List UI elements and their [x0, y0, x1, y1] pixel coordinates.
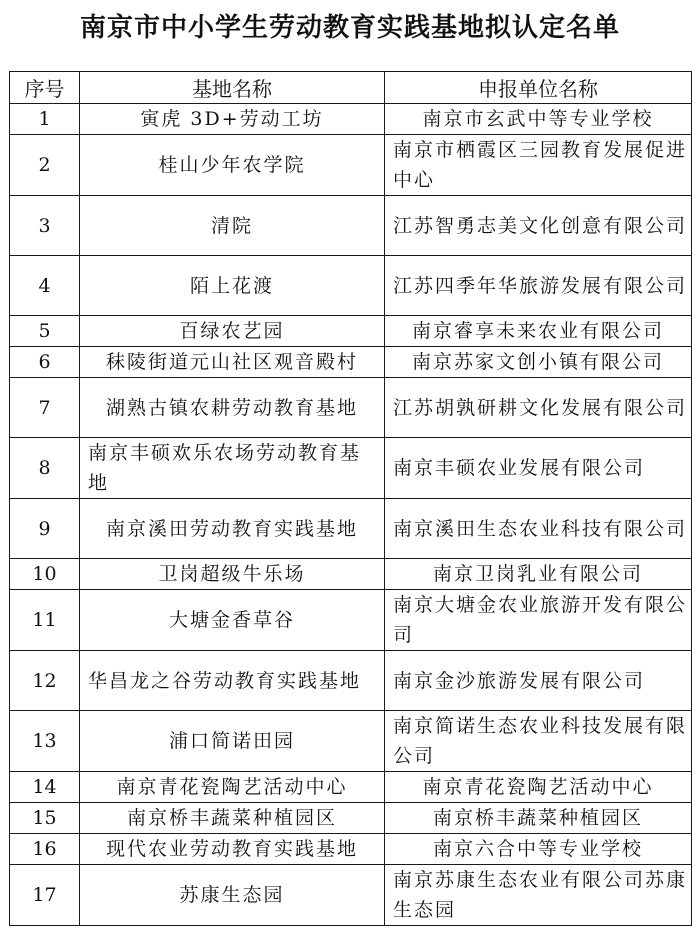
row-index: 8 [10, 438, 80, 499]
row-index: 7 [10, 378, 80, 438]
row-base-name: 桂山少年农学院 [80, 135, 385, 196]
row-index: 12 [10, 651, 80, 711]
table-row [10, 834, 692, 865]
table-row [10, 256, 692, 316]
row-base-name: 浦口简诺田园 [80, 711, 385, 772]
row-unit-name: 南京桥丰蔬菜种植园区 [385, 803, 692, 834]
row-unit-name: 南京简诺生态农业科技发展有限公司 [385, 711, 692, 772]
row-base-name: 华昌龙之谷劳动教育实践基地 [80, 651, 385, 711]
row-unit-name: 南京苏康生态农业有限公司苏康生态园 [385, 865, 692, 926]
table-header-row [10, 72, 692, 104]
header-unit-name: 申报单位名称 [385, 72, 692, 104]
row-base-name: 百绿农艺园 [80, 316, 385, 347]
row-base-name: 清院 [80, 196, 385, 256]
row-unit-name: 南京金沙旅游发展有限公司 [385, 651, 692, 711]
table-row [10, 135, 692, 196]
row-unit-name: 江苏智勇志美文化创意有限公司 [385, 196, 692, 256]
row-unit-name: 南京六合中等专业学校 [385, 834, 692, 865]
header-index: 序号 [10, 72, 80, 104]
row-index: 3 [10, 196, 80, 256]
row-unit-name: 南京苏家文创小镇有限公司 [385, 347, 692, 378]
table-row [10, 316, 692, 347]
row-index: 4 [10, 256, 80, 316]
row-base-name: 陌上花渡 [80, 256, 385, 316]
row-unit-name: 江苏胡孰研耕文化发展有限公司 [385, 378, 692, 438]
row-base-name: 现代农业劳动教育实践基地 [80, 834, 385, 865]
table-row [10, 803, 692, 834]
base-list-table [9, 71, 692, 926]
table-row [10, 104, 692, 135]
row-unit-name: 南京市玄武中等专业学校 [385, 104, 692, 135]
row-unit-name: 南京市栖霞区三园教育发展促进中心 [385, 135, 692, 196]
table-row [10, 378, 692, 438]
row-base-name: 南京丰硕欢乐农场劳动教育基地 [80, 438, 385, 499]
row-unit-name: 南京睿享未来农业有限公司 [385, 316, 692, 347]
row-base-name: 南京桥丰蔬菜种植园区 [80, 803, 385, 834]
table-row [10, 438, 692, 499]
row-index: 6 [10, 347, 80, 378]
row-base-name: 秣陵街道元山社区观音殿村 [80, 347, 385, 378]
table-row [10, 347, 692, 378]
row-index: 15 [10, 803, 80, 834]
row-base-name: 南京溪田劳动教育实践基地 [80, 499, 385, 559]
table-row [10, 711, 692, 772]
row-base-name: 南京青花瓷陶艺活动中心 [80, 772, 385, 803]
row-index: 16 [10, 834, 80, 865]
table-row [10, 772, 692, 803]
row-base-name: 湖熟古镇农耕劳动教育基地 [80, 378, 385, 438]
table-row [10, 651, 692, 711]
table-row [10, 590, 692, 651]
row-unit-name: 南京青花瓷陶艺活动中心 [385, 772, 692, 803]
row-index: 11 [10, 590, 80, 651]
table-row [10, 559, 692, 590]
row-base-name: 大塘金香草谷 [80, 590, 385, 651]
row-unit-name: 南京卫岗乳业有限公司 [385, 559, 692, 590]
row-base-name: 卫岗超级牛乐场 [80, 559, 385, 590]
row-index: 9 [10, 499, 80, 559]
table-row [10, 865, 692, 926]
row-index: 13 [10, 711, 80, 772]
row-unit-name: 南京溪田生态农业科技有限公司 [385, 499, 692, 559]
table-row [10, 499, 692, 559]
row-unit-name: 南京丰硕农业发展有限公司 [385, 438, 692, 499]
row-base-name: 苏康生态园 [80, 865, 385, 926]
row-index: 1 [10, 104, 80, 135]
row-base-name: 寅虎 3D+劳动工坊 [80, 104, 385, 135]
header-base-name: 基地名称 [80, 72, 385, 104]
row-index: 14 [10, 772, 80, 803]
row-unit-name: 江苏四季年华旅游发展有限公司 [385, 256, 692, 316]
page-title: 南京市中小学生劳动教育实践基地拟认定名单 [79, 13, 620, 43]
row-unit-name: 南京大塘金农业旅游开发有限公司 [385, 590, 692, 651]
table-row [10, 196, 692, 256]
row-index: 10 [10, 559, 80, 590]
row-index: 5 [10, 316, 80, 347]
row-index: 2 [10, 135, 80, 196]
row-index: 17 [10, 865, 80, 926]
